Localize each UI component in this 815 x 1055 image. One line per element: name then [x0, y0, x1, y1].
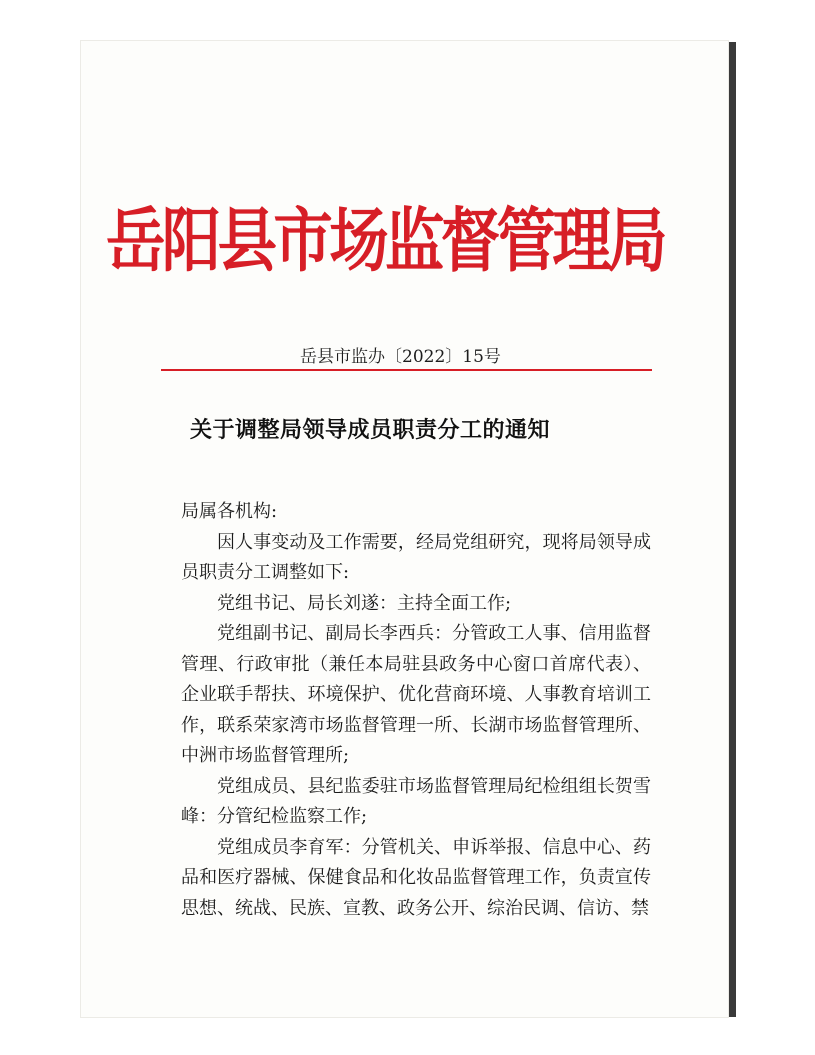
document-number: 岳县市监办〔2022〕15号	[300, 347, 501, 367]
body-paragraph: 党组副书记、副局长李西兵：分管政工人事、信用监督管理、行政审批（兼任本局驻县政务中心窗口首席代表）、企业联手帮扶、环境保护、优化营商环境、人事教育培训工作，联系荣家湾市场监督管理一所、长湖市场监督管理所、中洲市场监督管理所;	[181, 623, 651, 766]
scan-edge	[729, 42, 736, 1017]
body-paragraph: 党组书记、局长刘遂：主持全面工作;	[217, 592, 512, 614]
notice-title: 关于调整局领导成员职责分工的通知	[190, 417, 551, 443]
body-paragraph: 党组成员李育军：分管机关、申诉举报、信息中心、药品和医疗器械、保健食品和化妆品监督管理工作，负责宣传思想、统战、民族、宣教、政务公开、综治民调、信访、禁	[181, 836, 651, 919]
agency-header-title: 岳阳县市场监督管理局	[106, 199, 664, 282]
body-paragraph: 党组成员、县纪监委驻市场监督管理局纪检组组长贺雪峰：分管纪检监察工作;	[181, 775, 651, 827]
addressee: 局属各机构:	[181, 501, 278, 522]
document-body	[181, 497, 651, 924]
red-divider-line	[161, 369, 652, 371]
body-paragraph: 因人事变动及工作需要，经局党组研究，现将局领导成员职责分工调整如下:	[181, 531, 651, 583]
